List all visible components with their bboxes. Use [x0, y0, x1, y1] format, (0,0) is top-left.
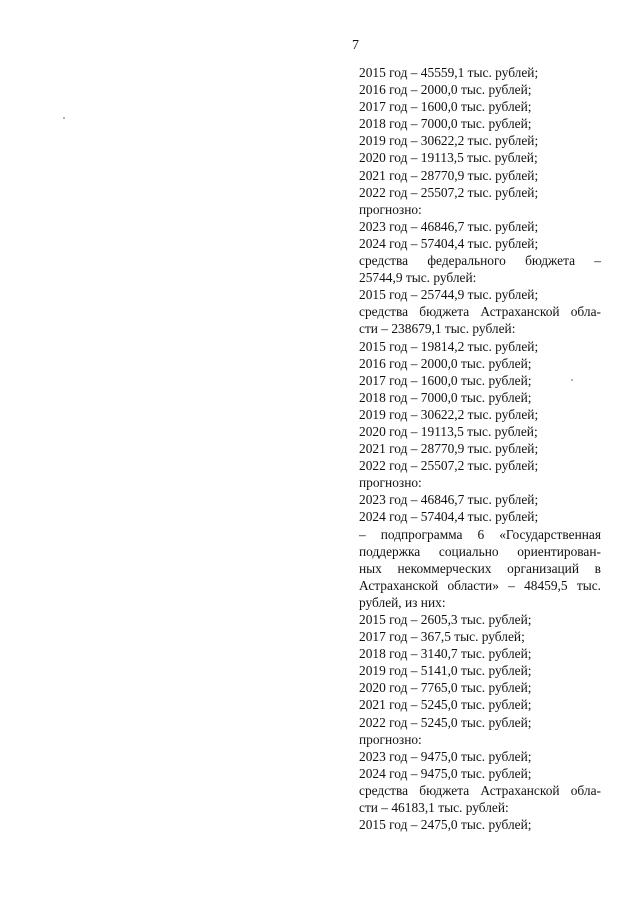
text-line: 2018 год – 7000,0 тыс. рублей;: [359, 116, 532, 132]
text-line: 2024 год – 9475,0 тыс. рублей;: [359, 765, 532, 781]
text-line: ных некоммерческих организаций в: [359, 560, 601, 576]
text-line: 2022 год – 25507,2 тыс. рублей;: [359, 458, 539, 474]
text-line: 2022 год – 5245,0 тыс. рублей;: [359, 714, 532, 730]
text-line: средства бюджета Астраханской обла-: [359, 304, 601, 320]
text-line: 2021 год – 28770,9 тыс. рублей;: [359, 167, 539, 183]
text-line: 2022 год – 25507,2 тыс. рублей;: [359, 184, 539, 200]
text-line: прогнозно:: [359, 475, 422, 491]
text-line: прогнозно:: [359, 201, 422, 217]
text-line: 2023 год – 9475,0 тыс. рублей;: [359, 748, 532, 764]
text-line: – подпрограмма 6 «Государственная: [359, 526, 601, 542]
text-line: 2023 год – 46846,7 тыс. рублей;: [359, 218, 539, 234]
text-line: 2023 год – 46846,7 тыс. рублей;: [359, 492, 539, 508]
text-line: 2021 год – 28770,9 тыс. рублей;: [359, 441, 539, 457]
text-line: 2015 год – 19814,2 тыс. рублей;: [359, 338, 539, 354]
text-line: 2018 год – 3140,7 тыс. рублей;: [359, 646, 532, 662]
text-line: сти – 46183,1 тыс. рублей:: [359, 800, 509, 816]
text-line: 25744,9 тыс. рублей:: [359, 270, 477, 286]
text-line: 2018 год – 7000,0 тыс. рублей;: [359, 389, 532, 405]
scan-speck: [63, 117, 65, 119]
text-line: 2017 год – 1600,0 тыс. рублей;: [359, 99, 532, 115]
text-line: сти – 238679,1 тыс. рублей:: [359, 321, 516, 337]
text-line: 2017 год – 367,5 тыс. рублей;: [359, 629, 525, 645]
text-line: 2015 год – 25744,9 тыс. рублей;: [359, 287, 539, 303]
text-line: средства бюджета Астраханской обла-: [359, 782, 601, 798]
text-line: средства федерального бюджета –: [359, 253, 601, 269]
text-line: 2017 год – 1600,0 тыс. рублей;: [359, 372, 532, 388]
text-line: 2020 год – 7765,0 тыс. рублей;: [359, 680, 532, 696]
text-line: 2020 год – 19113,5 тыс. рублей;: [359, 423, 538, 439]
text-line: поддержка социально ориентирован-: [359, 543, 601, 559]
scan-speck: [571, 379, 573, 381]
text-line: 2024 год – 57404,4 тыс. рублей;: [359, 235, 539, 251]
text-line: 2019 год – 30622,2 тыс. рублей;: [359, 133, 539, 149]
text-line: 2016 год – 2000,0 тыс. рублей;: [359, 82, 532, 98]
text-column: [359, 64, 601, 833]
text-line: прогнозно:: [359, 731, 422, 747]
text-line: 2015 год – 2605,3 тыс. рублей;: [359, 612, 532, 627]
page-number: 7: [352, 38, 359, 53]
text-line: 2020 год – 19113,5 тыс. рублей;: [359, 150, 538, 166]
text-line: 2015 год – 2475,0 тыс. рублей;: [359, 817, 532, 833]
text-line: 2019 год – 5141,0 тыс. рублей;: [359, 663, 532, 679]
text-line: 2015 год – 45559,1 тыс. рублей;: [359, 65, 539, 80]
text-line: 2021 год – 5245,0 тыс. рублей;: [359, 697, 532, 713]
text-line: 2019 год – 30622,2 тыс. рублей;: [359, 406, 539, 422]
text-line: рублей, из них:: [359, 594, 446, 610]
text-line: 2016 год – 2000,0 тыс. рублей;: [359, 355, 532, 371]
text-line: Астраханской области» – 48459,5 тыс.: [359, 577, 601, 593]
text-line: 2024 год – 57404,4 тыс. рублей;: [359, 509, 539, 525]
